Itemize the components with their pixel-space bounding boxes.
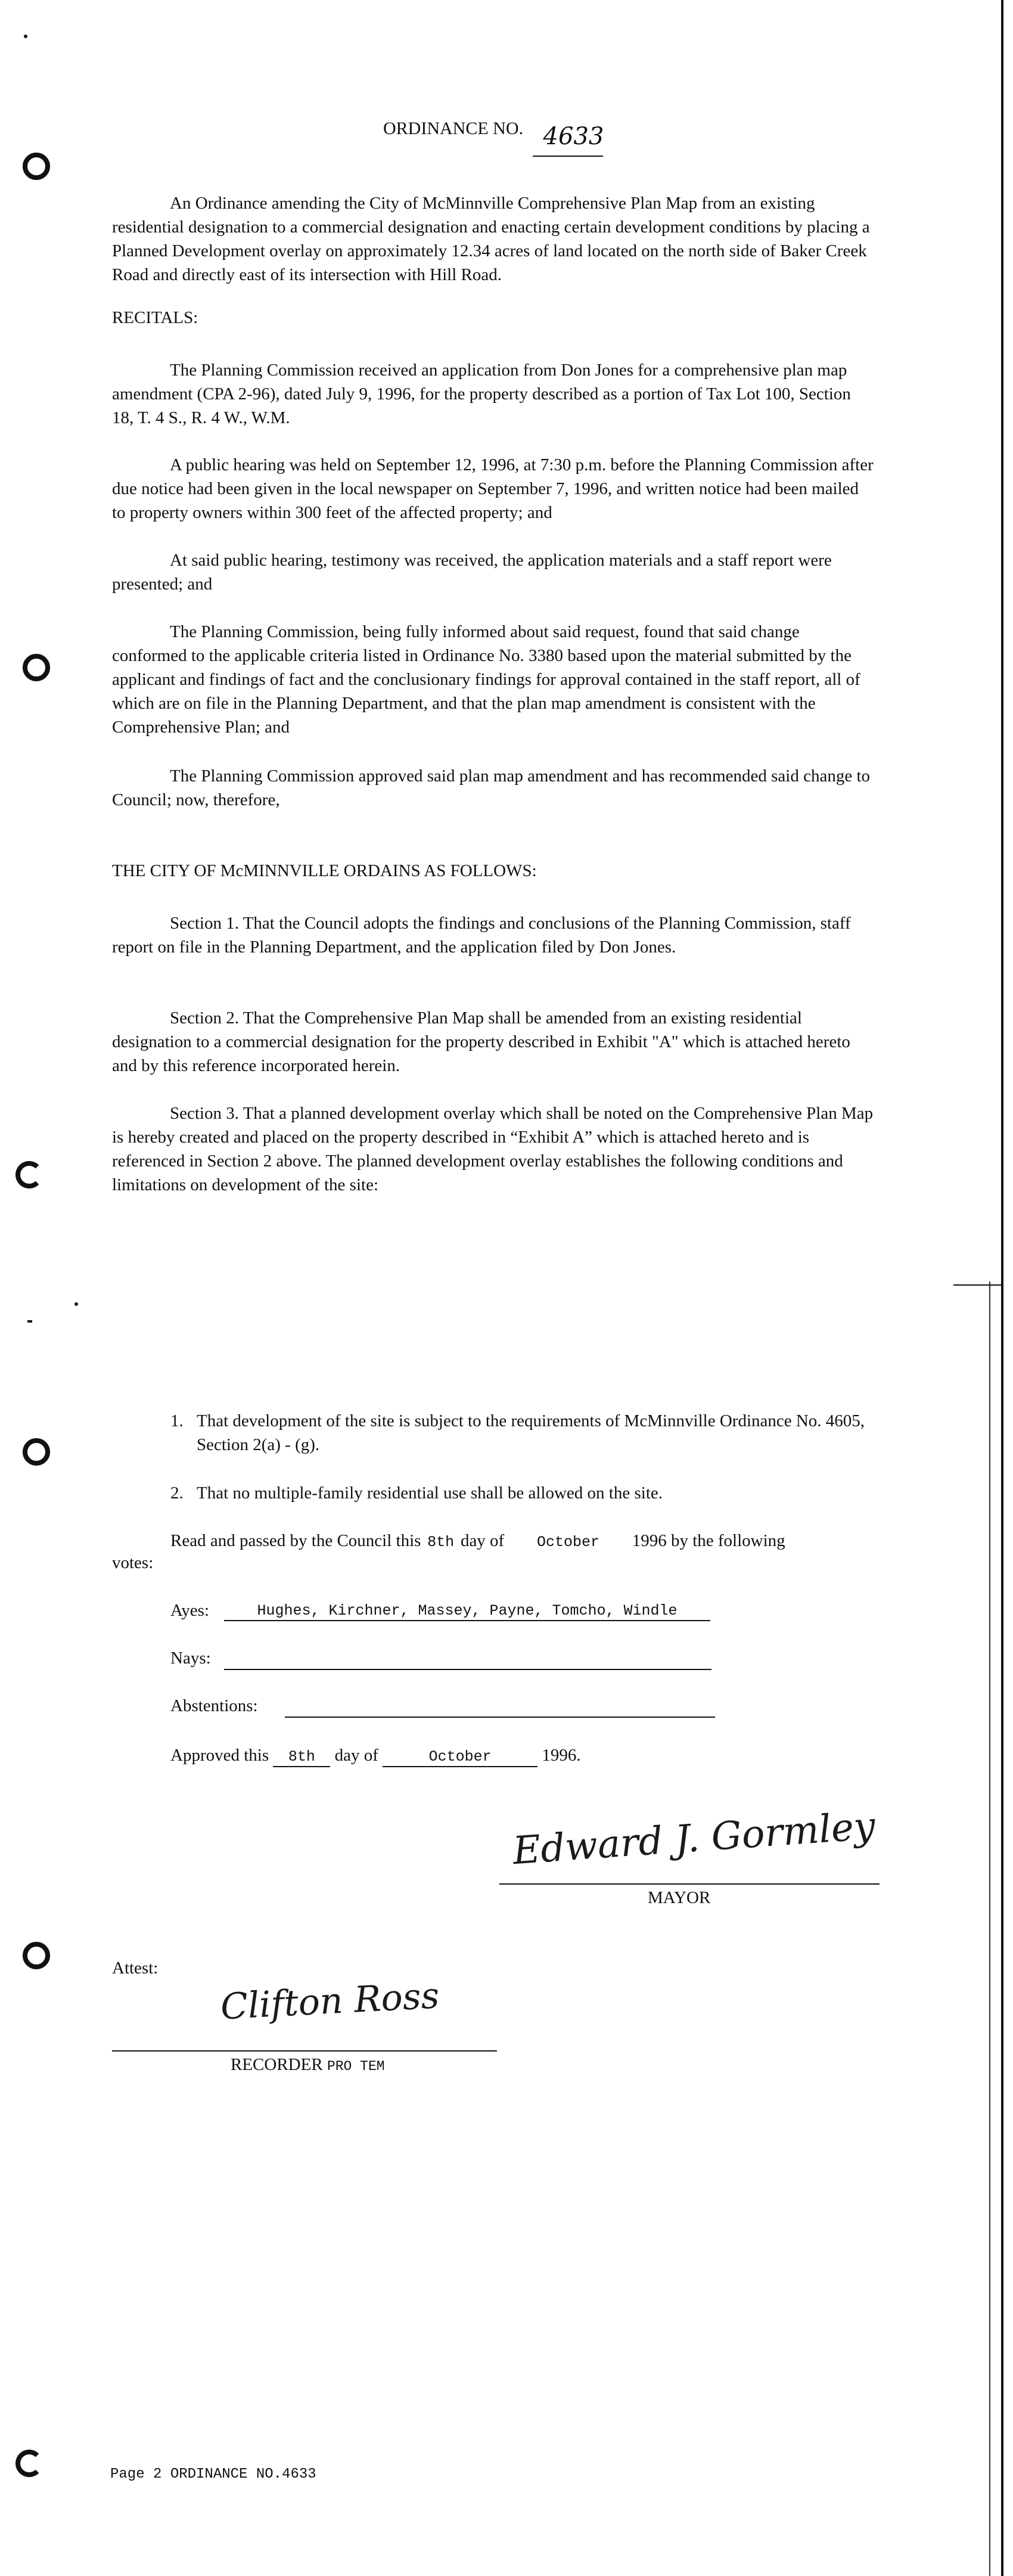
abstentions-label: Abstentions: [170, 1696, 258, 1715]
attest-label: Attest: [112, 1959, 159, 1978]
speck [74, 1302, 78, 1306]
recorder-signature-line [112, 2050, 497, 2052]
speck [24, 35, 27, 38]
ayes-value: Hughes, Kirchner, Massey, Payne, Tomcho, Windle [257, 1602, 678, 1619]
right-edge-line [1001, 0, 1003, 2576]
passage-votes-label: votes: [112, 1553, 154, 1572]
punch-hole [23, 1942, 50, 1969]
recital-paragraph: At said public hearing, testimony was received, the application materials and a staff report were presented; and [112, 551, 832, 594]
punch-hole [23, 153, 50, 180]
title-label: ORDINANCE NO. [383, 119, 523, 138]
approval-day: 8th [273, 1748, 330, 1767]
passage-month: October [536, 1534, 599, 1551]
mayor-signature-line [499, 1883, 880, 1885]
page-footer: Page 2 ORDINANCE NO.4633 [110, 2466, 316, 2482]
margin-mark [953, 1284, 1001, 1286]
condition-item: 2. That no multiple-family residential use shall be allowed on the site. [170, 1483, 663, 1503]
punch-hole [23, 1438, 50, 1466]
ordains-heading: THE CITY OF McMINNVILLE ORDAINS AS FOLLOWS: [112, 861, 537, 880]
punch-hole [23, 654, 50, 681]
section-paragraph: Section 3. That a planned development overlay which shall be noted on the Comprehensive Plan Map is hereby created and placed on the property described in “Exhibit A” which is attached hereto and is referenced in Section 2 above. The planned development overlay establishes the following conditions and limitations on development of the site: [112, 1104, 874, 1194]
speck [27, 1320, 32, 1323]
approval-line: Approved this 8th day of October 1996. [170, 1743, 581, 1767]
right-edge-line-inner [989, 1281, 990, 2576]
mayor-signature: Edward J. Gormley [511, 1804, 877, 1874]
condition-item: 1. That development of the site is subject to the requirements of McMinnville Ordinance No. 4605, Section 2(a) - (g). [170, 1411, 865, 1454]
abstentions-line [285, 1717, 715, 1718]
recitals-heading: RECITALS: [112, 308, 198, 327]
recorder-signature: Clifton Ross [219, 1975, 440, 2028]
section-paragraph: Section 2. That the Comprehensive Plan Map shall be amended from an existing residential designation to a commercial designation for the property described in Exhibit "A" which is attached hereto and by this reference incorporated herein. [112, 1008, 850, 1075]
intro-paragraph: An Ordinance amending the City of McMinnville Comprehensive Plan Map from an existing residential designation to a commercial designation and enacting certain development conditions by placing a Planned Development overlay on approximately 12.34 acres of land located on the north side of Baker Creek Road and directly east of its intersection with Hill Road. [112, 194, 870, 284]
page-title: ORDINANCE NO. 4633 [383, 117, 604, 141]
punch-hole [15, 1161, 43, 1188]
section-paragraph: Section 1. That the Council adopts the findings and conclusions of the Planning Commission, staff report on file in the Planning Department, and the application filed by Don Jones. [112, 914, 851, 957]
recital-paragraph: The Planning Commission approved said plan map amendment and has recommended said change to Council; now, therefore, [112, 766, 871, 809]
nays-label: Nays: [170, 1649, 211, 1668]
approval-month: October [383, 1748, 537, 1767]
recital-paragraph: The Planning Commission, being fully informed about said request, found that said change conformed to the applicable criteria listed in Ordinance No. 3380 based upon the material submitted by the applicant and findings of fact and the conclusionary findings for approval contained in the staff report, all of which are on file in the Planning Department, and that the plan map amendment is consistent with the Comprehensive Plan; and [112, 622, 860, 737]
passage-day: 8th [427, 1534, 455, 1551]
recorder-title: RECORDER PRO TEM [231, 2055, 385, 2074]
passage-line: Read and passed by the Council this 8th day of October 1996 by the following [170, 1529, 785, 1554]
recital-paragraph: The Planning Commission received an application from Don Jones for a comprehensive plan map amendment (CPA 2-96), dated July 9, 1996, for the property described as a portion of Tax Lot 100, Section 18, T. 4 S., R. 4 W., W.M. [112, 361, 851, 427]
mayor-title: MAYOR [648, 1888, 711, 1907]
punch-hole [15, 2450, 43, 2477]
ayes-label: Ayes: [170, 1601, 209, 1620]
recital-paragraph: A public hearing was held on September 12, 1996, at 7:30 p.m. before the Planning Commission after due notice had been given in the local newspaper on September 7, 1996, and written notice had been mailed to property owners within 300 feet of the affected property; and [112, 455, 874, 522]
nays-line [224, 1669, 711, 1670]
